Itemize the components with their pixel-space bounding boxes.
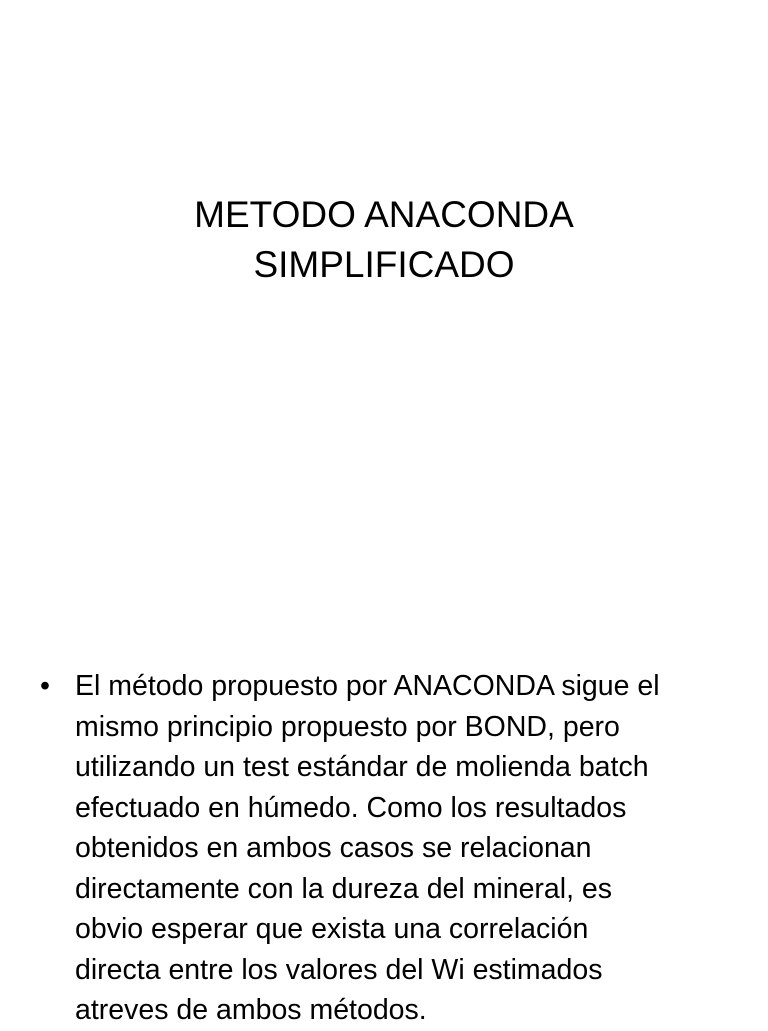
slide-title-line-1: METODO ANACONDA xyxy=(194,194,574,235)
bullet-line-4: efectuado en húmedo. Como los resultados xyxy=(75,791,627,824)
bullet-text xyxy=(75,666,738,1031)
bullet-dot-icon: • xyxy=(40,670,50,702)
bullet-line-2: mismo principio propuesto por BOND, pero xyxy=(75,710,620,743)
slide-title-line-2: SIMPLIFICADO xyxy=(253,244,515,285)
bullet-line-5: obtenidos en ambos casos se relacionan xyxy=(75,832,592,864)
slide-title xyxy=(60,190,708,290)
bullet-list xyxy=(38,666,738,1031)
bullet-line-9: atreves de ambos métodos. xyxy=(75,994,427,1026)
bullet-line-8: directa entre los valores del Wi estimados xyxy=(75,953,603,986)
bullet-line-1: El método propuesto por ANACONDA sigue el xyxy=(75,670,660,702)
bullet-item xyxy=(38,666,738,1031)
bullet-line-7: obvio esperar que exista una correlación xyxy=(75,913,589,945)
bullet-line-6: directamente con la dureza del mineral, es xyxy=(75,872,613,905)
bullet-line-3: utilizando un test estándar de molienda batch xyxy=(75,751,649,783)
